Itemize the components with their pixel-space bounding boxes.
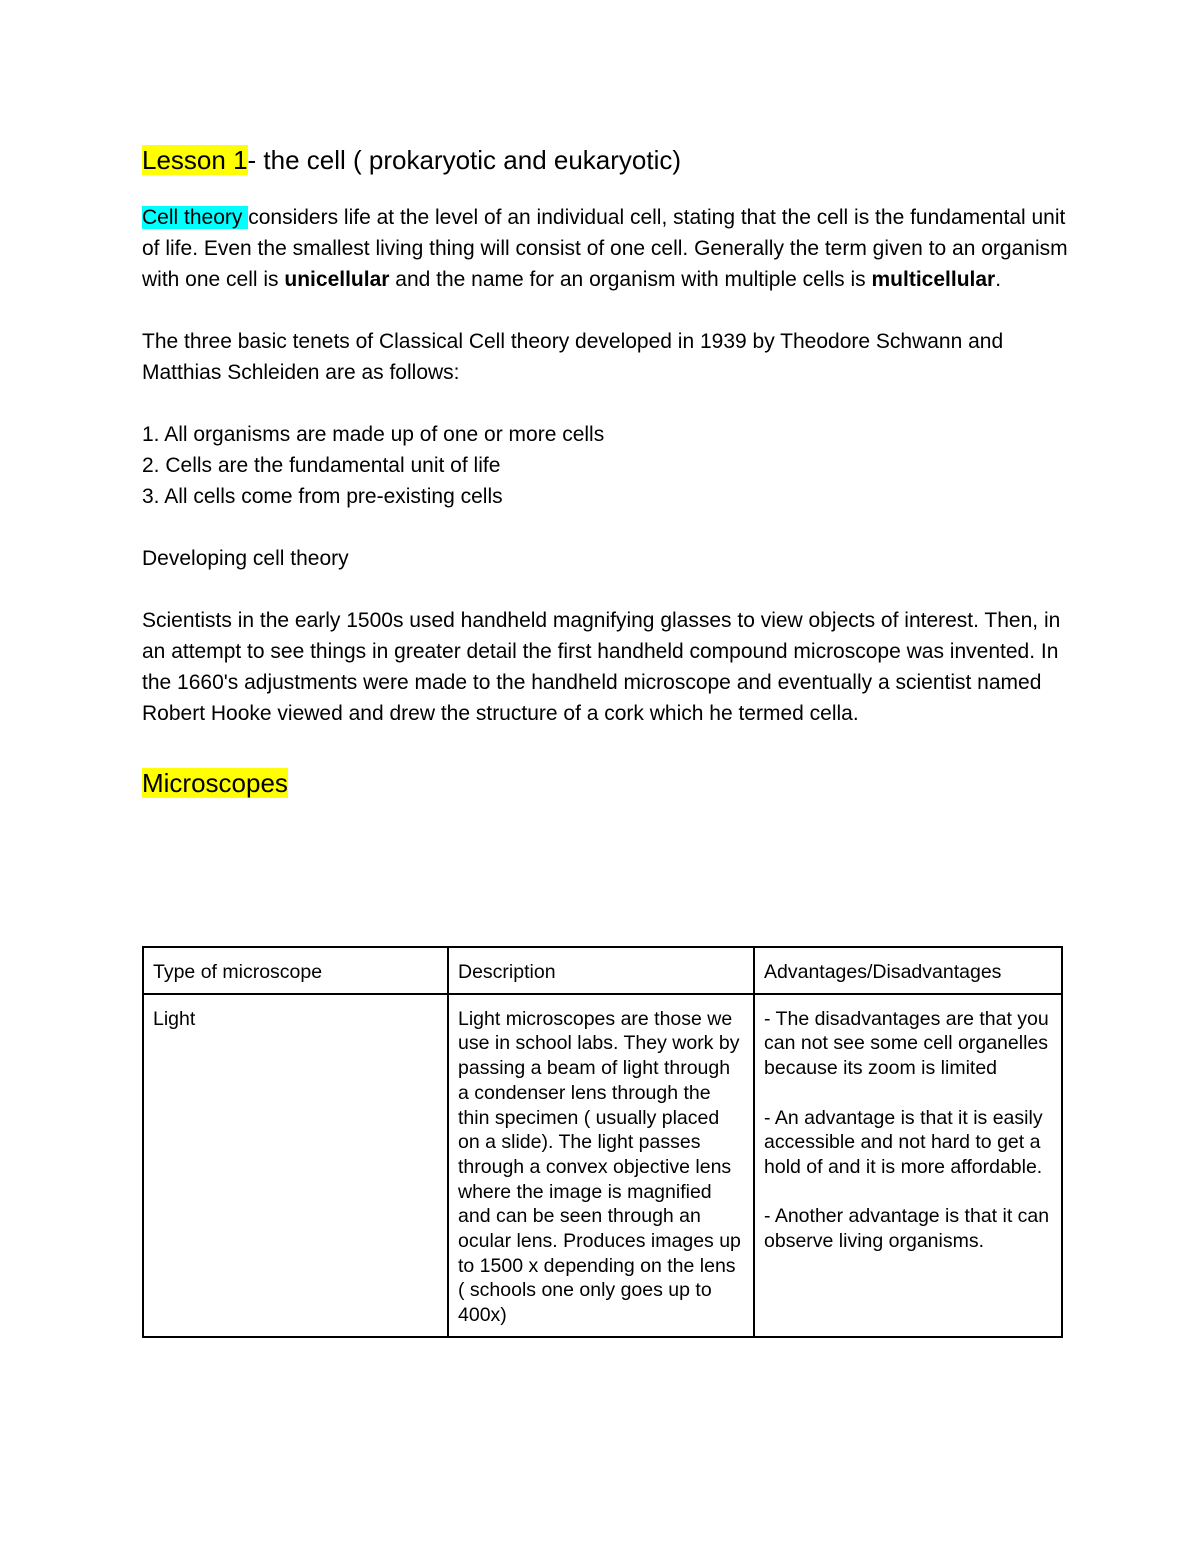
lesson-title-highlight: Lesson 1 [142,145,248,175]
table-header-cell: Description [448,947,754,994]
spacer [142,295,1072,326]
document-page [142,140,1072,803]
table-cell-description: Light microscopes are those we use in school labs. They work by passing a beam of light through a condenser lens through the thin specimen ( usually placed on a slide). The light passes through a convex objective lens where the image is magnified and can be seen through an ocular lens. Produces images up to 1500 x depending on the lens ( schools one only goes up to 400x) [448,994,754,1337]
spacer [142,729,1072,763]
list-item: 2. Cells are the fundamental unit of life [142,454,501,477]
advantage-item: - Another advantage is that it can observe living organisms. [764,1205,1050,1252]
tenets-intro-paragraph: The three basic tenets of Classical Cell theory developed in 1939 by Theodore Schwann and Matthias Schleiden are as follows: [142,330,1004,384]
microscope-table [142,946,1063,1338]
table-cell-type: Light [143,994,448,1337]
table-row [143,994,1062,1337]
spacer [142,388,1072,419]
table-header-cell: Advantages/Disadvantages [754,947,1062,994]
intro-paragraph [142,202,1072,295]
list-item: 1. All organisms are made up of one or more cells [142,423,605,446]
intro-text-3: . [995,268,1002,291]
microscopes-heading [142,763,1072,803]
developing-heading: Developing cell theory [142,547,349,570]
multicellular-term: multicellular [871,268,996,291]
microscopes-heading-highlight: Microscopes [142,768,288,798]
lesson-title-text: - the cell ( prokaryotic and eukaryotic) [247,145,682,175]
table-header-cell: Type of microscope [143,947,448,994]
intro-text-1: considers life at the level of an individual cell, stating that the cell is the fundamental unit of life. Even the smallest living thing will consist of one cell. Generally the term given to an organism with one cell is [142,206,1068,291]
developing-paragraph: Scientists in the early 1500s used handheld magnifying glasses to view objects of interest. Then, in an attempt to see things in greater detail the first handheld compound microscope was invented. In the 1660's adjustments were made to the handheld microscope and eventually a scientist named Robert Hooke viewed and drew the structure of a cork which he termed cella. [142,609,1061,725]
table-cell-advantages [754,994,1062,1337]
advantage-item: - The disadvantages are that you can not see some cell organelles because its zoom is limited [764,1007,1049,1080]
spacer [142,574,1072,605]
spacer [142,180,1072,202]
list-item: 3. All cells come from pre-existing cells [142,485,503,508]
spacer [142,512,1072,543]
spacer [764,1081,1052,1106]
lesson-title [142,140,1072,180]
tenets-list [142,419,1072,512]
cell-theory-term: Cell theory [142,206,249,229]
spacer [764,1180,1052,1205]
unicellular-term: unicellular [284,268,390,291]
advantage-item: - An advantage is that it is easily accessible and not hard to get a hold of and it is more affordable. [764,1106,1043,1178]
intro-text-2: and the name for an organism with multiple cells is [389,268,872,291]
table-header-row [143,947,1062,994]
